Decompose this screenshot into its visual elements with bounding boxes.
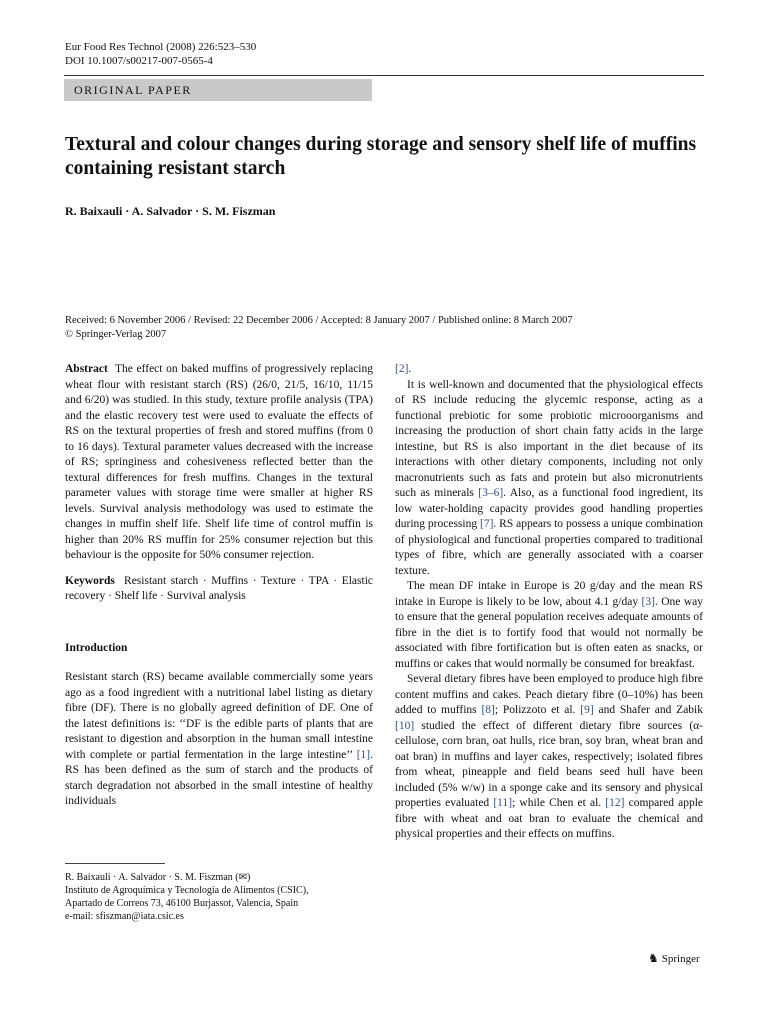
affiliation-authors: R. Baixauli · A. Salvador · S. M. Fiszman (✉) [65, 872, 251, 883]
keywords-label: Keywords [65, 574, 115, 587]
text-run: ; Polizzoto et al. [494, 704, 581, 716]
author-affiliation [65, 871, 385, 923]
publication-dates [65, 314, 715, 342]
right-column [395, 362, 703, 843]
author-list: R. Baixauli · A. Salvador · S. M. Fiszman [65, 204, 276, 218]
text-run: compared apple fibre with wheat and oat bran to evaluate the chemical and physical properties and their effects on muffins. [395, 797, 703, 840]
intro-paragraph-1 [65, 670, 373, 810]
abstract [65, 362, 373, 564]
journal-header [65, 40, 256, 68]
publisher-footer [648, 951, 700, 966]
citation-link[interactable]: [1] [356, 748, 371, 761]
intro-paragraph-3 [395, 579, 703, 672]
citation-link[interactable]: [8] [481, 704, 495, 716]
text-run: . Also, as a functional food ingredient, its low water-holding capacity provides good handling properties during processing [395, 487, 704, 530]
left-column [65, 362, 373, 810]
abstract-text: The effect on baked muffins of progressively replacing wheat flour with resistant starch (RS) (26/0, 21/5, 16/10, 11/15 and 6/20) was studied. In this study, texture profile analysis (TPA) and the elastic recovery test were used to evaluate the effects of RS on the textural properties of fresh and stored muffins (from 0 to 16 days). Textural parameter values decreased with the increase of RS; springiness and cohesiveness reflected better than the textural differences for fresh muffins. Changes in the textural parameter values with storage time were smaller at higher RS levels. Survival analysis methodology was used to estimate the changes in muffin shelf life. Shelf life time of control muffin is higher than 20% RS muffin for 25% consumer rejection but this behaviour is the opposite for 50% consumer rejection. [65, 363, 374, 561]
citation-link[interactable]: [7] [479, 518, 494, 530]
text-run: . RS appears to possess a unique combination of physiological and functional properties compared to traditional types of fibre, which are generally associated with a coarser texture. [395, 518, 703, 577]
intro-paragraph-4 [395, 672, 703, 843]
introduction-heading: Introduction [65, 641, 128, 654]
affiliation-institute: Instituto de Agroquímica y Tecnología de Alimentos (CSIC), [65, 885, 309, 896]
history-dates: Received: 6 November 2006 / Revised: 22 December 2006 / Accepted: 8 January 2007 / Published online: 8 March 2007 [65, 315, 573, 326]
citation-link[interactable]: [9] [580, 704, 594, 716]
text-run: Several dietary fibres have been employed to produce high fibre content muffins and cakes. Peach dietary fibre (0–10%) has been added to muffins [395, 673, 703, 716]
citation-link[interactable]: [3–6] [478, 487, 504, 499]
journal-citation: Eur Food Res Technol (2008) 226:523–530 [65, 41, 257, 53]
text-run: . RS has been defined as the sum of starch and the products of starch degradation not absorbed in the small intestine of healthy individuals [65, 748, 373, 807]
footnote-rule [65, 863, 165, 864]
keywords-text: Resistant starch · Muffins · Texture · TPA · Elastic recovery · Shelf life · Survival analysis [65, 574, 373, 602]
paper-type-banner: ORIGINAL PAPER [64, 79, 372, 101]
doi: DOI 10.1007/s00217-007-0565-4 [65, 55, 213, 67]
affiliation-address: Apartado de Correos 73, 46100 Burjassot, Valencia, Spain [65, 898, 299, 909]
springer-horse-icon: ♞ [648, 951, 659, 965]
abstract-label: Abstract [65, 363, 108, 375]
text-run: It is well-known and documented that the physiological effects of RS include reducing the glycemic response, acting as a functional prebiotic for some probiotic microoorganisms and increasing the production of short chain fatty acids in the large intestine, but RS is also important in the diet because of its interactions with other dietary components, including not only macronutrients such as fats and protein but also micronutrients such as minerals [395, 378, 703, 499]
intro-paragraph-2 [395, 378, 703, 580]
paper-title: Textural and colour changes during storage and sensory shelf life of muffins containing resistant starch [65, 134, 697, 179]
copyright: © Springer-Verlag 2007 [65, 329, 167, 340]
text-run: . [408, 363, 412, 375]
header-rule [64, 75, 704, 76]
keywords [65, 574, 373, 605]
text-run: studied the effect of different dietary fibre sources (α-cellulose, corn bran, oat hulls, rice bran, soy bran, wheat bran and oat bran) in muffins and layer cakes, respectively; isolated fibres from wheat, pineapple and field beans seed hull have been included (5% w/w) in a sponge cake and its sensory and physical properties evaluated [395, 719, 703, 809]
citation-link[interactable]: [10] [395, 719, 415, 732]
publisher-name: Springer [661, 953, 700, 965]
text-run: The mean DF intake in Europe is 20 g/day and the mean RS intake in Europe is likely to be low, about 4.1 g/day [395, 580, 703, 608]
intro-paragraph-1-cont [395, 362, 703, 378]
text-run: ; while Chen et al. [512, 797, 606, 809]
text-run: and Shafer and Zabik [593, 704, 703, 716]
citation-link[interactable]: [2] [395, 363, 409, 375]
text-run: . One way to ensure that the general population receives adequate amounts of fibre in the diet is to fortify food that would not normally be associated with fibre fortification but is often eaten as snacks, or muffins or cakes that would normally be consumed for breakfast. [395, 595, 703, 670]
text-run: Resistant starch (RS) became available commercially some years ago as a food ingredient with a nutritional label listing as dietary fibre (DF). There is no globally agreed definition of DF. One of the latest definitions is: ‘‘DF is the edible parts of plants that are resistant to digestion and absorption in the human small intestine with complete or partial fermentation in the large intestine’’ [65, 671, 373, 761]
citation-link[interactable]: [11] [493, 797, 513, 809]
citation-link[interactable]: [3] [641, 595, 655, 608]
affiliation-email[interactable]: e-mail: sfiszman@iata.csic.es [65, 911, 184, 922]
citation-link[interactable]: [12] [605, 797, 625, 809]
